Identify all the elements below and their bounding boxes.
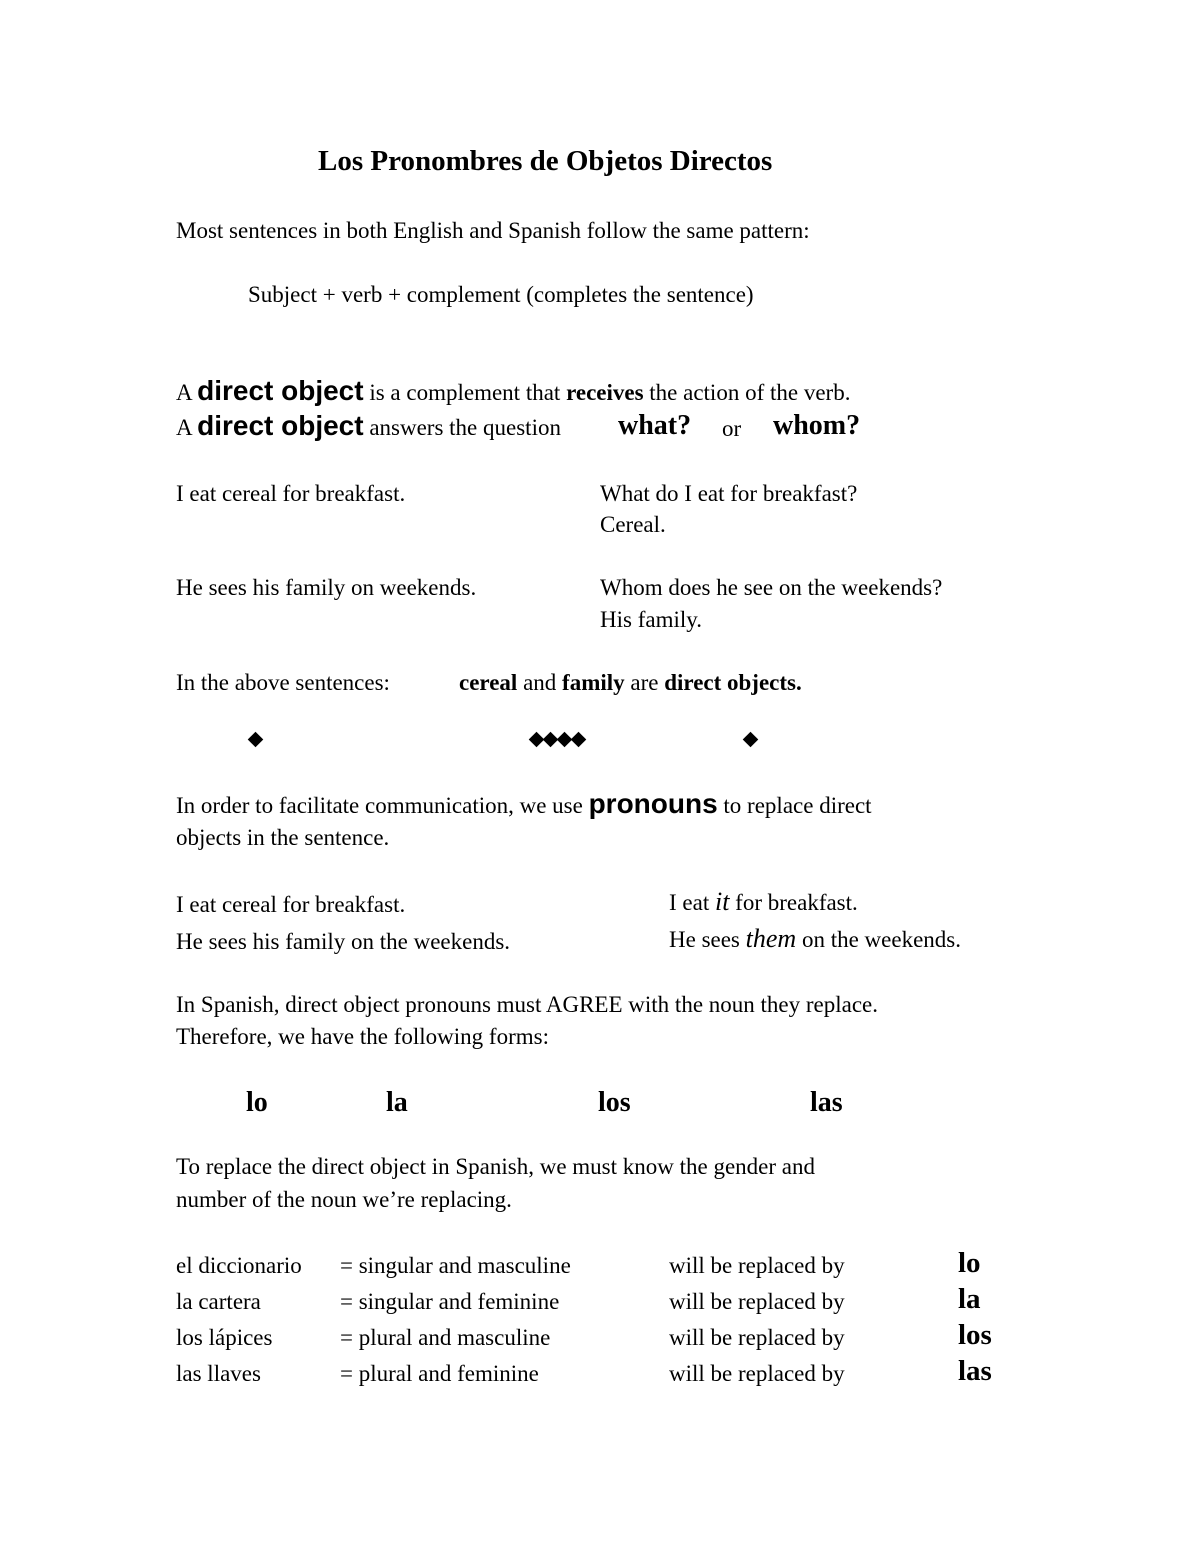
gender-line-1: To replace the direct object in Spanish, we must know the gender and xyxy=(176,1154,816,1179)
replacement-result xyxy=(669,889,858,915)
gender-line-2: number of the noun we’re replacing. xyxy=(176,1187,512,1212)
term-direct-object: direct object xyxy=(197,410,364,441)
diamond-icon xyxy=(743,732,759,748)
diamond-icon xyxy=(571,732,587,748)
example-answer: His family. xyxy=(600,607,702,632)
intro-text: to replace direct xyxy=(723,793,872,818)
result-text: on the weekends. xyxy=(801,927,961,952)
pattern-text: Subject + verb + complement (completes the sentence) xyxy=(248,282,754,307)
form-la: la xyxy=(386,1087,408,1118)
table-pronoun: las xyxy=(958,1355,992,1387)
table-pronoun: los xyxy=(958,1319,992,1351)
word-and: and xyxy=(523,670,557,695)
form-las: las xyxy=(810,1087,843,1118)
summary-conclusion xyxy=(459,671,802,694)
example-sentence: I eat cereal for breakfast. xyxy=(176,481,406,506)
result-text: He sees xyxy=(669,927,740,952)
table-desc: = singular and feminine xyxy=(340,1289,560,1314)
example-answer: Cereal. xyxy=(600,512,666,537)
example-sentence: He sees his family on weekends. xyxy=(176,575,477,600)
table-desc: = plural and feminine xyxy=(340,1361,539,1386)
term-direct-object: direct object xyxy=(197,375,364,406)
word-direct-objects: direct objects. xyxy=(664,670,802,695)
table-pronoun: lo xyxy=(958,1247,981,1279)
result-text: for breakfast. xyxy=(735,890,858,915)
word-are: are xyxy=(630,670,659,695)
table-phrase: will be replaced by xyxy=(669,1253,845,1278)
receives-word: receives xyxy=(566,380,644,405)
or-word: or xyxy=(722,416,742,441)
pronoun-it: it xyxy=(714,887,730,916)
definition-text: is a complement that xyxy=(369,380,561,405)
article: A xyxy=(176,415,192,440)
word-family: family xyxy=(562,670,625,695)
table-noun: los lápices xyxy=(176,1325,273,1350)
agree-line-1: In Spanish, direct object pronouns must AGREE with the noun they replace. xyxy=(176,992,879,1017)
example-question: What do I eat for breakfast? xyxy=(600,481,858,506)
whom-word: whom? xyxy=(773,410,861,441)
page-title: Los Pronombres de Objetos Directos xyxy=(318,145,773,177)
intro-text: Most sentences in both English and Spanish follow the same pattern: xyxy=(176,218,810,243)
table-desc: = plural and masculine xyxy=(340,1325,551,1350)
table-phrase: will be replaced by xyxy=(669,1361,845,1386)
what-word: what? xyxy=(618,410,692,441)
word-cereal: cereal xyxy=(459,670,518,695)
definition-end: the action of the verb. xyxy=(649,380,851,405)
table-noun: las llaves xyxy=(176,1361,261,1386)
table-noun: la cartera xyxy=(176,1289,261,1314)
form-los: los xyxy=(598,1087,631,1118)
replacement-original: He sees his family on the weekends. xyxy=(176,929,511,954)
diamond-icon xyxy=(248,732,264,748)
replacement-original: I eat cereal for breakfast. xyxy=(176,892,406,917)
term-pronouns: pronouns xyxy=(588,788,718,819)
table-phrase: will be replaced by xyxy=(669,1325,845,1350)
intro-text: In order to facilitate communication, we use xyxy=(176,793,583,818)
replacement-result xyxy=(669,926,961,952)
example-question: Whom does he see on the weekends? xyxy=(600,575,943,600)
definition-line-2 xyxy=(176,412,561,440)
table-phrase: will be replaced by xyxy=(669,1289,845,1314)
summary-lead: In the above sentences: xyxy=(176,670,390,695)
pronoun-them: them xyxy=(745,924,797,953)
table-desc: = singular and masculine xyxy=(340,1253,571,1278)
agree-line-2: Therefore, we have the following forms: xyxy=(176,1024,549,1049)
pronouns-intro-line-1 xyxy=(176,790,872,818)
form-lo: lo xyxy=(246,1087,268,1118)
pronouns-intro-line-2: objects in the sentence. xyxy=(176,825,390,850)
result-text: I eat xyxy=(669,890,710,915)
definition-line-1 xyxy=(176,377,850,405)
table-pronoun: la xyxy=(958,1283,981,1315)
table-noun: el diccionario xyxy=(176,1253,302,1278)
definition-text: answers the question xyxy=(369,415,561,440)
article: A xyxy=(176,380,192,405)
